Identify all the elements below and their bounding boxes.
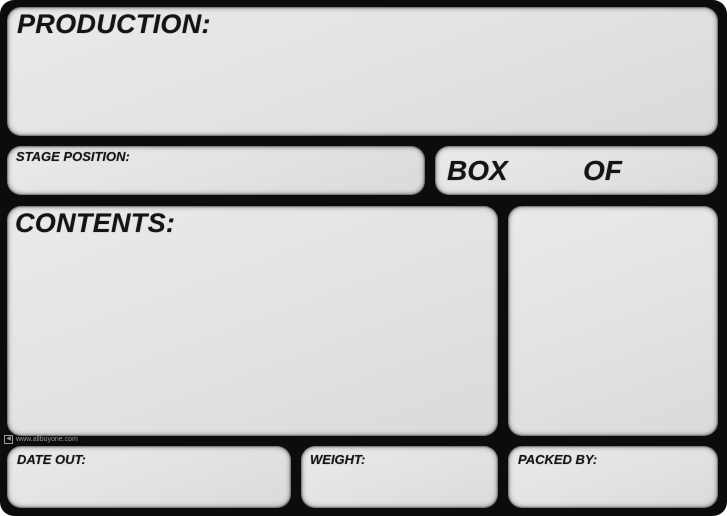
date-out-field[interactable] <box>7 446 291 508</box>
arrow-left-icon: ◀ <box>4 435 13 444</box>
production-label: PRODUCTION: <box>17 9 211 39</box>
side-blank-field[interactable] <box>508 206 718 436</box>
packed-by-field[interactable] <box>508 446 718 508</box>
packed-by-label: PACKED BY: <box>518 452 598 467</box>
production-field[interactable] <box>7 7 718 136</box>
box-number-field[interactable] <box>435 146 718 195</box>
stage-position-field[interactable] <box>7 146 425 195</box>
watermark-text: www.allbuyone.com <box>16 436 78 443</box>
contents-field[interactable] <box>7 206 498 436</box>
contents-label: CONTENTS: <box>15 208 176 238</box>
watermark <box>4 435 78 444</box>
stage-position-label: STAGE POSITION: <box>16 149 130 164</box>
weight-field[interactable] <box>301 446 498 508</box>
of-label: OF <box>583 155 622 186</box>
weight-label: WEIGHT: <box>310 452 366 467</box>
date-out-label: DATE OUT: <box>17 452 86 467</box>
box-label: BOX <box>447 155 508 186</box>
